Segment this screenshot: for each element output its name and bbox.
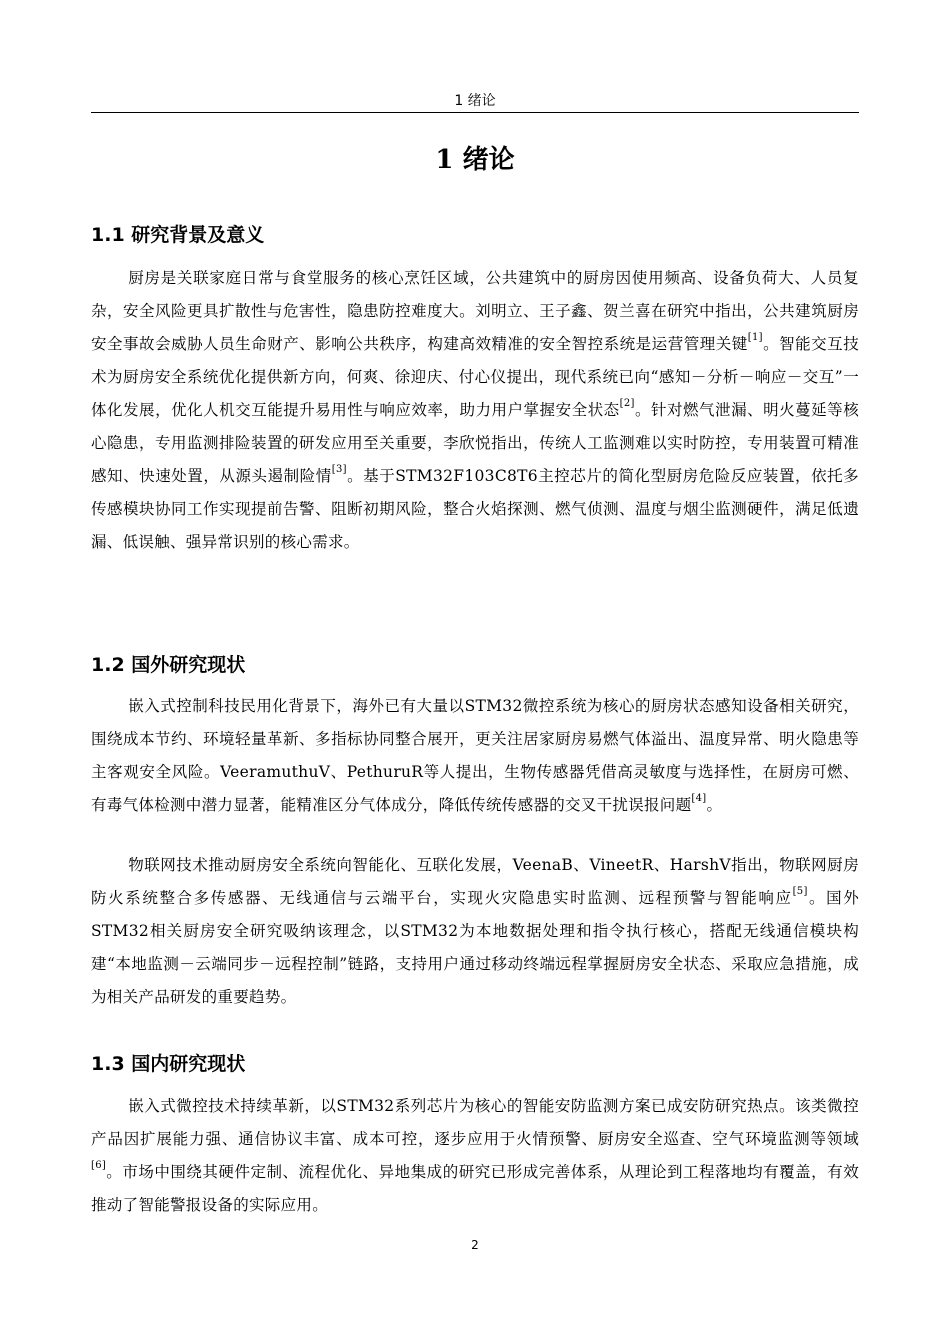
citation-marker: [2]: [619, 398, 635, 409]
chapter-title: 1 绪论: [435, 145, 515, 175]
citation-marker: [4]: [691, 793, 707, 804]
citation-marker: [3]: [331, 464, 347, 475]
header-rule: [91, 112, 859, 113]
citation-marker: [1]: [747, 332, 763, 343]
paragraph-text: 。智能交互技术为厨房安全系统优化提供新方向，何爽、徐迎庆、付心仪提出，现代系统已向“感知－分析－响应－交互”一体化发展，优化人机交互能提升易用性与响应效率，助力用户掌握安全状态: [91, 335, 859, 419]
paragraph-text: 。市场中围绕其硬件定制、流程优化、异地集成的研究已形成完善体系，从理论到工程落地均有覆盖，有效推动了智能警报设备的实际应用。: [91, 1163, 859, 1214]
paragraph: [91, 262, 859, 559]
paragraph-text: 。: [706, 796, 723, 814]
paragraph: [91, 690, 859, 822]
section-heading-1-1: 1.1 研究背景及意义: [91, 224, 265, 246]
running-header: 1 绪论: [454, 93, 496, 109]
paragraph-text: 厨房是关联家庭日常与食堂服务的核心烹饪区域，公共建筑中的厨房因使用频高、设备负荷大、人员复杂，安全风险更具扩散性与危害性，隐患防控难度大。刘明立、王子鑫、贺兰喜在研究中指出，公共建筑厨房安全事故会威胁人员生命财产、影响公共秩序，构建高效精准的安全智控系统是运营管理关键: [91, 269, 859, 353]
citation-marker: [6]: [91, 1160, 107, 1171]
citation-marker: [5]: [792, 886, 808, 897]
paragraph-text: 嵌入式微控技术持续革新，以STM32系列芯片为核心的智能安防监测方案已成安防研究热点。该类微控产品因扩展能力强、通信协议丰富、成本可控，逐步应用于火情预警、厨房安全巡查、空气环境监测等领域: [91, 1097, 859, 1148]
paragraph: [91, 849, 859, 1014]
paragraph-text: 物联网技术推动厨房安全系统向智能化、互联化发展，VeenaB、VineetR、HarshV指出，物联网厨房防火系统整合多传感器、无线通信与云端平台，实现火灾隐患实时监测、远程预警与智能响应: [91, 856, 859, 907]
paragraph-text: 。针对燃气泄漏、明火蔓延等核心隐患，专用监测排险装置的研发应用至关重要，李欣悦指出，传统人工监测难以实时防控，专用装置可精准感知、快速处置，从源头遏制险情: [91, 401, 860, 485]
page-number: 2: [471, 1238, 479, 1252]
section-heading-1-3: 1.3 国内研究现状: [91, 1053, 246, 1075]
paragraph-text: 。国外STM32相关厨房安全研究吸纳该理念，以STM32为本地数据处理和指令执行核心，搭配无线通信模块构建“本地监测－云端同步－远程控制”链路，支持用户通过移动终端远程掌握厨房安全状态、采取应急措施，成为相关产品研发的重要趋势。: [91, 889, 859, 1006]
paragraph-text: 。基于STM32F103C8T6主控芯片的简化型厨房危险反应装置，依托多传感模块协同工作实现提前告警、阻断初期风险，整合火焰探测、燃气侦测、温度与烟尘监测硬件，满足低遗漏、低误触、强异常识别的核心需求。: [91, 467, 859, 551]
paragraph: [91, 1090, 859, 1222]
section-heading-1-2: 1.2 国外研究现状: [91, 654, 246, 676]
paragraph-text: 嵌入式控制科技民用化背景下，海外已有大量以STM32微控系统为核心的厨房状态感知设备相关研究，围绕成本节约、环境轻量革新、多指标协同整合展开，更关注居家厨房易燃气体溢出、温度异常、明火隐患等主客观安全风险。VeeramuthuV、PethuruR等人提出，生物传感器凭借高灵敏度与选择性，在厨房可燃、有毒气体检测中潜力显著，能精准区分气体成分，降低传统传感器的交叉干扰误报问题: [91, 697, 859, 814]
